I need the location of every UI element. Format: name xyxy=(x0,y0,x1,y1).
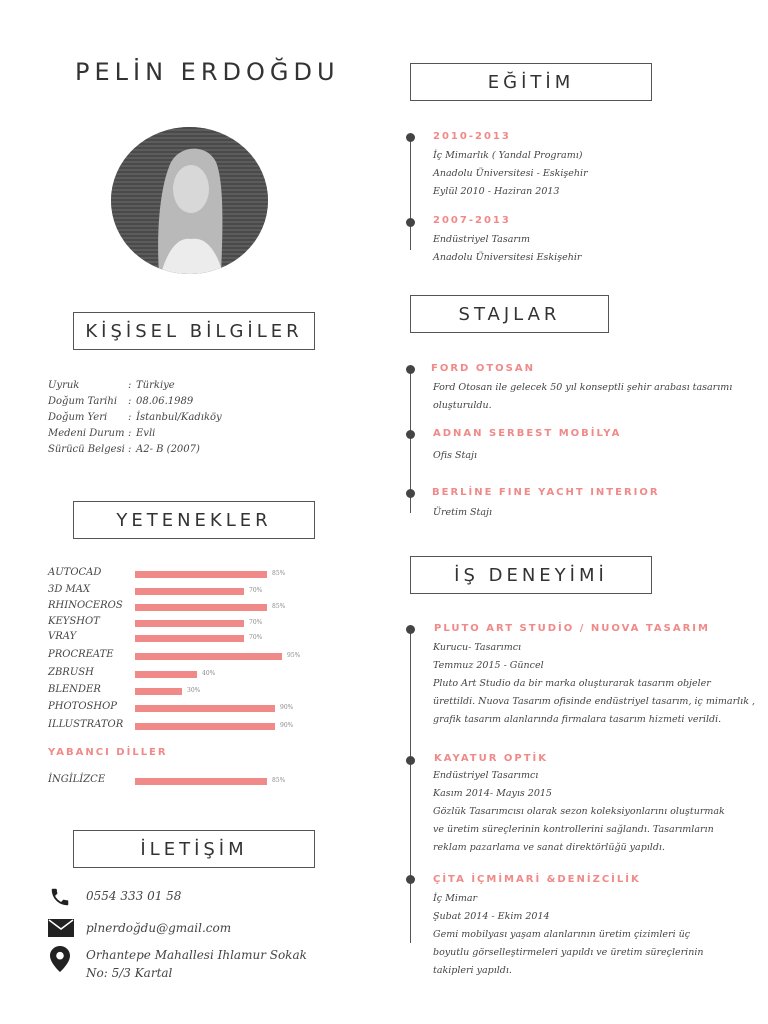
address-line-2: No: 5/3 Kartal xyxy=(86,966,173,980)
skill-percent: 85% xyxy=(272,570,286,577)
info-label: Doğum Yeri xyxy=(48,412,108,423)
info-value: A2- B (2007) xyxy=(136,444,200,455)
info-separator: : xyxy=(128,444,132,455)
experience-title: KAYATUR OPTİK xyxy=(434,753,549,764)
skill-bar xyxy=(135,723,275,730)
info-label: Uyruk xyxy=(48,380,80,391)
skill-percent: 90% xyxy=(280,722,294,729)
languages-heading: YABANCI DİLLER xyxy=(48,747,168,758)
page-title: PELİN ERDOĞDU xyxy=(75,58,340,86)
skill-label: KEYSHOT xyxy=(48,616,100,627)
section-education-heading: EĞİTİM xyxy=(410,63,652,101)
education-line: Eylül 2010 - Haziran 2013 xyxy=(433,186,560,197)
info-row xyxy=(48,412,222,423)
experience-timeline-line xyxy=(410,628,411,943)
phone-icon xyxy=(48,886,72,912)
skill-percent: 95% xyxy=(287,652,301,659)
skill-bar xyxy=(135,688,182,695)
skill-percent: 70% xyxy=(249,587,263,594)
internship-line: Ford Otosan ile gelecek 50 yıl konseptli şehir arabası tasarımı xyxy=(433,382,733,393)
education-line: Anadolu Üniversitesi Eskişehir xyxy=(433,252,582,263)
internship-title: FORD OTOSAN xyxy=(431,363,535,374)
location-pin-icon xyxy=(50,946,70,976)
skill-label: PHOTOSHOP xyxy=(48,701,118,712)
skill-percent: 30% xyxy=(187,687,201,694)
info-value: Türkiye xyxy=(136,380,175,391)
skill-percent: 85% xyxy=(272,603,286,610)
internship-line: Üretim Stajı xyxy=(433,507,493,518)
info-separator: : xyxy=(128,380,132,391)
experience-line: Gemi mobilyası yaşam alanlarının üretim çizimleri üç xyxy=(433,929,691,940)
skill-percent: 85% xyxy=(272,777,286,784)
profile-photo xyxy=(111,127,268,274)
section-personal-heading: KİŞİSEL BİLGİLER xyxy=(73,312,315,350)
internship-title: ADNAN SERBEST MOBİLYA xyxy=(433,428,622,439)
experience-line: İç Mimar xyxy=(433,893,478,904)
email-link[interactable]: plnerdoğdu@gmail.com xyxy=(86,921,232,935)
education-timeline-line xyxy=(410,135,411,250)
timeline-dot xyxy=(406,133,415,142)
mail-icon xyxy=(48,919,74,941)
skill-label: PROCREATE xyxy=(48,649,114,660)
experience-line: ürettildi. Nuova Tasarım ofisinde endüstriyel tasarım, iç mimarlık , xyxy=(433,696,755,707)
skill-percent: 70% xyxy=(249,619,263,626)
info-row xyxy=(48,380,175,391)
timeline-dot xyxy=(406,756,415,765)
experience-line: Kurucu- Tasarımcı xyxy=(433,642,522,653)
section-contact-heading: İLETİŞİM xyxy=(73,830,315,868)
experience-line: Endüstriyel Tasarımcı xyxy=(433,770,539,781)
internship-line: oluşturuldu. xyxy=(433,400,492,411)
skill-percent: 90% xyxy=(280,704,294,711)
timeline-dot xyxy=(406,365,415,374)
phone-number[interactable]: 0554 333 01 58 xyxy=(86,889,182,903)
education-line: Endüstriyel Tasarım xyxy=(433,234,530,245)
info-row xyxy=(48,444,200,455)
timeline-dot xyxy=(406,218,415,227)
section-internships-heading: STAJLAR xyxy=(410,295,609,333)
experience-line: takipleri yapıldı. xyxy=(433,965,512,976)
experience-line: boyutlu görselleştirmeleri yapıldı ve üretim süreçlerinin xyxy=(433,947,704,958)
experience-line: Temmuz 2015 - Güncel xyxy=(433,660,544,671)
experience-line: grafik tasarım alanlarında firmalara tasarım hizmeti verildi. xyxy=(433,714,722,725)
info-label: Doğum Tarihi xyxy=(48,396,118,407)
skill-label: İNGİLİZCE xyxy=(48,774,106,785)
skill-label: 3D MAX xyxy=(48,584,91,595)
skill-bar xyxy=(135,671,197,678)
info-row xyxy=(48,428,155,439)
skill-bar xyxy=(135,705,275,712)
experience-title: ÇİTA İÇMİMARİ &DENİZCİLİK xyxy=(433,874,641,885)
skill-bar xyxy=(135,653,282,660)
info-value: İstanbul/Kadıköy xyxy=(136,412,222,423)
experience-line: Gözlük Tasarımcısı olarak sezon koleksiyonlarını oluşturmak xyxy=(433,806,725,817)
education-line: İç Mimarlık ( Yandal Programı) xyxy=(433,150,583,161)
address-line-1: Orhantepe Mahallesi Ihlamur Sokak xyxy=(86,948,307,962)
info-separator: : xyxy=(128,396,132,407)
skill-bar xyxy=(135,635,244,642)
skill-percent: 40% xyxy=(202,670,216,677)
section-skills-heading: YETENEKLER xyxy=(73,501,315,539)
skill-label: ILLUSTRATOR xyxy=(48,719,124,730)
info-label: Sürücü Belgesi xyxy=(48,444,125,455)
experience-line: Kasım 2014- Mayıs 2015 xyxy=(433,788,552,799)
experience-line: reklam pazarlama ve sanat direktörlüğü yapıldı. xyxy=(433,842,665,853)
info-separator: : xyxy=(128,412,132,423)
info-separator: : xyxy=(128,428,132,439)
experience-title: PLUTO ART STUDİO / NUOVA TASARIM xyxy=(434,623,710,634)
skill-bar xyxy=(135,571,267,578)
skill-label: RHINOCEROS xyxy=(48,600,123,611)
internship-title: BERLİNE FINE YACHT INTERIOR xyxy=(432,487,660,498)
experience-line: ve üretim süreçlerinin kontrollerini sağlandı. Tasarımların xyxy=(433,824,714,835)
skill-bar xyxy=(135,604,267,611)
internship-line: Ofis Stajı xyxy=(433,450,477,461)
info-row xyxy=(48,396,193,407)
info-value: 08.06.1989 xyxy=(136,396,194,407)
experience-line: Şubat 2014 - Ekim 2014 xyxy=(433,911,550,922)
timeline-dot xyxy=(406,489,415,498)
timeline-dot xyxy=(406,875,415,884)
info-value: Evli xyxy=(136,428,156,439)
education-title: 2007-2013 xyxy=(433,215,511,226)
timeline-dot xyxy=(406,430,415,439)
skill-bar xyxy=(135,778,267,785)
timeline-dot xyxy=(406,625,415,634)
skill-label: ZBRUSH xyxy=(48,667,94,678)
skill-bar xyxy=(135,588,244,595)
skill-bar xyxy=(135,620,244,627)
skill-label: BLENDER xyxy=(48,684,101,695)
skill-label: AUTOCAD xyxy=(48,567,102,578)
experience-line: Pluto Art Studio da bir marka oluşturarak tasarım objeler xyxy=(433,678,711,689)
education-line: Anadolu Üniversitesi - Eskişehir xyxy=(433,168,588,179)
section-experience-heading: İŞ DENEYİMİ xyxy=(410,556,652,594)
skill-percent: 70% xyxy=(249,634,263,641)
skill-label: VRAY xyxy=(48,631,77,642)
info-label: Medeni Durum xyxy=(48,428,125,439)
education-title: 2010-2013 xyxy=(433,131,511,142)
